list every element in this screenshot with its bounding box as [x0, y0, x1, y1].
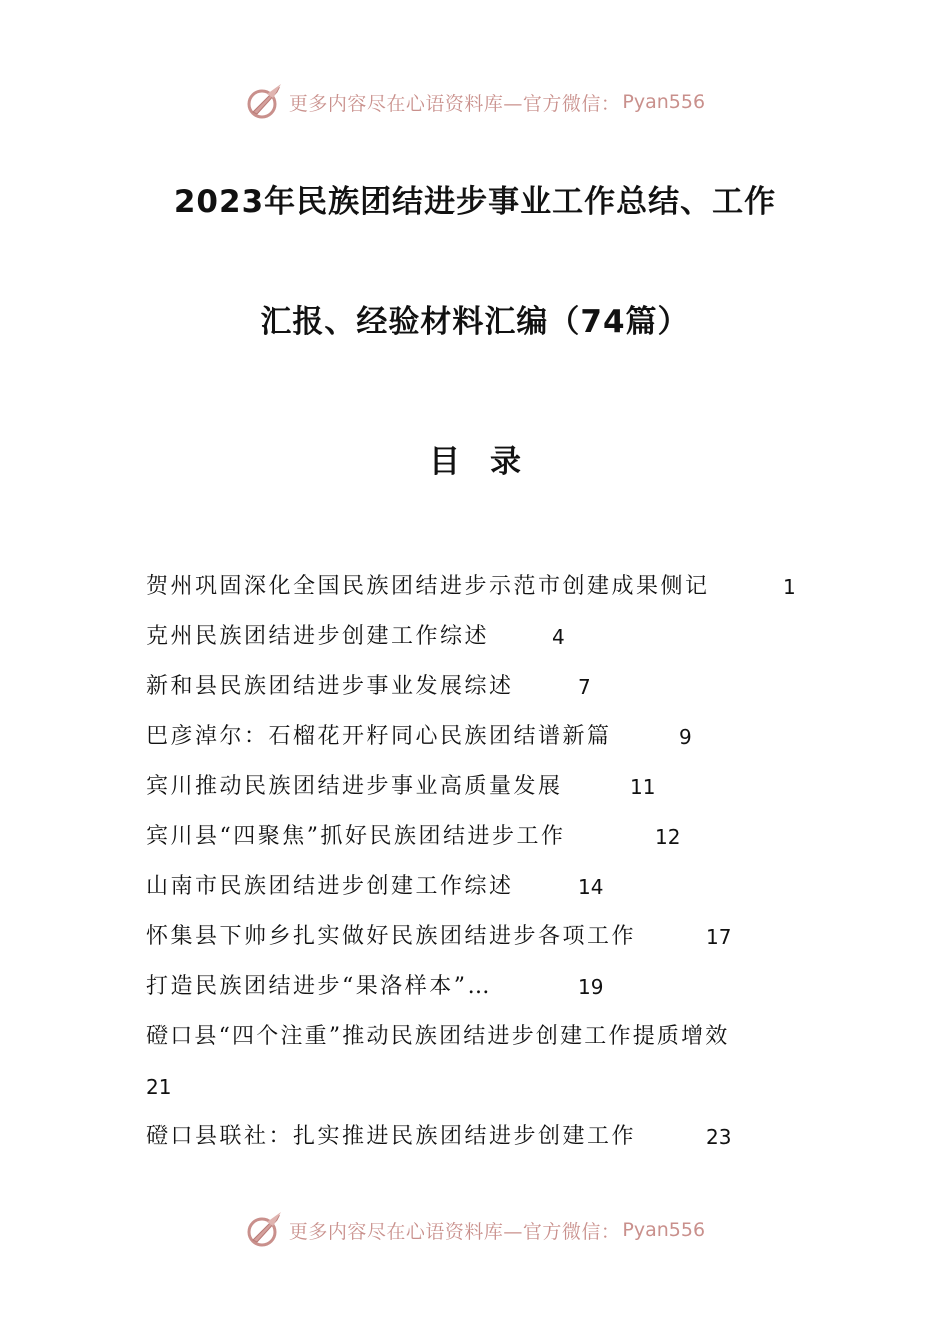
toc-item-page: 11 — [630, 775, 656, 799]
toc-item-title: 磴口县联社：扎实推进民族团结进步创建工作 — [146, 1124, 637, 1149]
toc-item-page: 21 — [146, 1075, 172, 1099]
toc-item-page: 23 — [706, 1125, 732, 1149]
watermark-wechat-id: Pyan556 — [622, 91, 706, 113]
toc-item-page: 12 — [655, 825, 681, 849]
toc-item-page: 1 — [783, 575, 796, 599]
toc-item-title: 巴彦淖尔：石榴花开籽同心民族团结谱新篇 — [146, 724, 612, 749]
toc-item — [146, 712, 814, 762]
watermark-footer — [0, 1208, 950, 1252]
toc-item-title: 宾川推动民族团结进步事业高质量发展 — [146, 774, 563, 799]
toc-item-title: 打造民族团结进步“果洛样本”… — [146, 974, 492, 999]
toc-item — [146, 762, 814, 812]
toc-item — [146, 662, 814, 712]
toc-item-title: 贺州巩固深化全国民族团结进步示范市创建成果侧记 — [146, 574, 710, 599]
document-title-line-1: 2023年民族团结进步事业工作总结、工作 — [173, 184, 777, 220]
toc-item-page: 7 — [578, 675, 591, 699]
document-title-line-2: 汇报、经验材料汇编（74篇） — [260, 304, 690, 340]
toc-item — [146, 862, 814, 912]
toc-item-page: 9 — [679, 725, 692, 749]
watermark-header — [0, 80, 950, 124]
table-of-contents — [146, 562, 814, 1162]
toc-item — [146, 912, 814, 962]
toc-item-page: 19 — [578, 975, 604, 999]
toc-item — [146, 962, 814, 1012]
toc-item — [146, 812, 814, 862]
toc-item-title: 宾川县“四聚焦”抓好民族团结进步工作 — [146, 824, 566, 849]
toc-item-page: 14 — [578, 875, 604, 899]
toc-item — [146, 1112, 814, 1162]
toc-heading: 目录 — [429, 444, 551, 480]
feather-pen-logo-icon — [245, 1210, 285, 1250]
watermark-wechat-id: Pyan556 — [622, 1219, 706, 1241]
watermark-text: 更多内容尽在心语资料库—官方微信： — [288, 1220, 621, 1243]
toc-item-title: 新和县民族团结进步事业发展综述 — [146, 674, 514, 699]
toc-item-title: 克州民族团结进步创建工作综述 — [146, 624, 490, 649]
toc-item-page: 4 — [552, 625, 565, 649]
toc-item — [146, 562, 814, 612]
toc-item-title: 山南市民族团结进步创建工作综述 — [146, 874, 514, 899]
feather-pen-logo-icon — [245, 82, 285, 122]
toc-item — [146, 1012, 814, 1062]
toc-item-page: 17 — [706, 925, 732, 949]
toc-item-wrapped-page — [146, 1062, 814, 1112]
toc-item-title: 怀集县下帅乡扎实做好民族团结进步各项工作 — [146, 924, 637, 949]
toc-item — [146, 612, 814, 662]
toc-item-title: 磴口县“四个注重”推动民族团结进步创建工作提质增效 — [146, 1024, 730, 1049]
watermark-text: 更多内容尽在心语资料库—官方微信： — [288, 92, 621, 115]
